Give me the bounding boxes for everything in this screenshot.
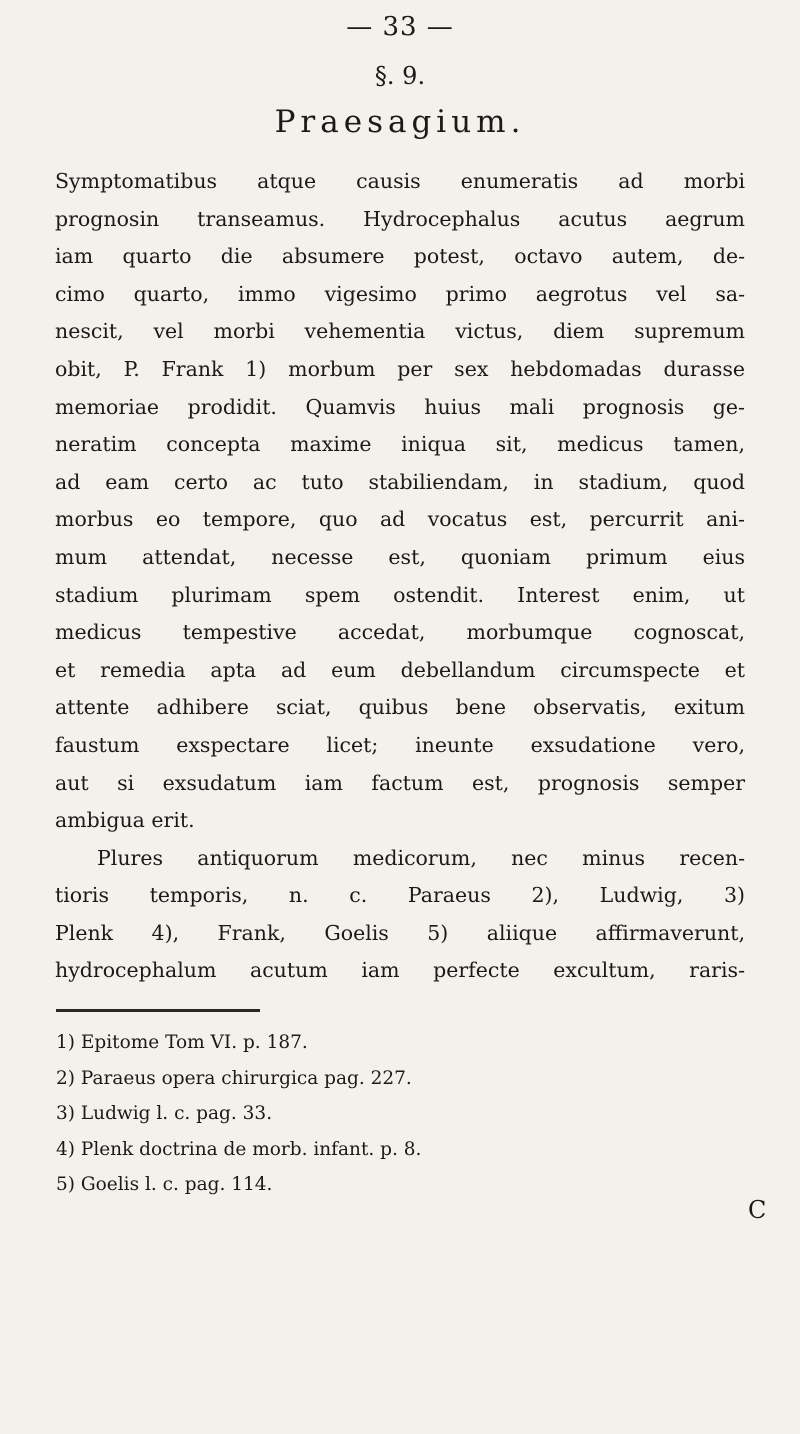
footnote-separator xyxy=(56,1009,260,1012)
text-line: attente adhibere sciat, quibus bene observatis, exitum xyxy=(55,695,745,720)
text-line: morbus eo tempore, quo ad vocatus est, percurrit ani- xyxy=(55,507,745,532)
text-line: aut si exsudatum iam factum est, prognosis semper xyxy=(55,770,745,795)
footnote: 1) Epitome Tom VI. p. 187. xyxy=(56,1032,308,1053)
text-line: nescit, vel morbi vehementia victus, diem supremum xyxy=(55,319,745,344)
text-line: ad eam certo ac tuto stabiliendam, in stadium, quod xyxy=(55,469,745,494)
text-line: mum attendat, necesse est, quoniam primum eius xyxy=(55,544,745,569)
text-line: Plenk 4), Frank, Goelis 5) aliique affirmaverunt, xyxy=(55,920,745,945)
text-line: hydrocephalum acutum iam perfecte excultum, raris- xyxy=(55,958,745,983)
footnote: 2) Paraeus opera chirurgica pag. 227. xyxy=(56,1067,412,1089)
footnote: 5) Goelis l. c. pag. 114. xyxy=(56,1174,273,1195)
text-line: neratim concepta maxime iniqua sit, medicus tamen, xyxy=(55,432,745,457)
signature-mark: C xyxy=(748,1196,767,1224)
page-number: — 33 — xyxy=(346,12,454,42)
text-line: stadium plurimam spem ostendit. Interest enim, ut xyxy=(55,582,745,607)
text-line: Symptomatibus atque causis enumeratis ad morbi xyxy=(55,169,745,193)
section-number: §. 9. xyxy=(374,62,426,90)
footnote: 4) Plenk doctrina de morb. infant. p. 8. xyxy=(56,1138,422,1160)
text-line: iam quarto die absumere potest, octavo autem, de- xyxy=(55,244,745,269)
text-line: tioris temporis, n. c. Paraeus 2), Ludwig, 3) xyxy=(55,883,745,908)
footnotes xyxy=(56,1025,616,1203)
text-line: obit, P. Frank 1) morbum per sex hebdomadas durasse xyxy=(55,356,745,381)
text-line: ambigua erit. xyxy=(55,808,195,833)
text-line: memoriae prodidit. Quamvis huius mali prognosis ge- xyxy=(55,394,745,419)
text-line: faustum exspectare licet; ineunte exsudatione vero, xyxy=(55,732,745,757)
text-line: prognosin transeamus. Hydrocephalus acutus aegrum xyxy=(55,206,745,231)
text-line: cimo quarto, immo vigesimo primo aegrotus vel sa- xyxy=(55,281,745,306)
text-line: Plures antiquorum medicorum, nec minus recen- xyxy=(97,845,745,870)
section-title: Praesagium. xyxy=(274,104,526,140)
text-line: medicus tempestive accedat, morbumque cognoscat, xyxy=(55,620,745,645)
body-text xyxy=(55,163,745,990)
footnote: 3) Ludwig l. c. pag. 33. xyxy=(56,1103,273,1124)
text-line: et remedia apta ad eum debellandum circumspecte et xyxy=(55,657,745,682)
